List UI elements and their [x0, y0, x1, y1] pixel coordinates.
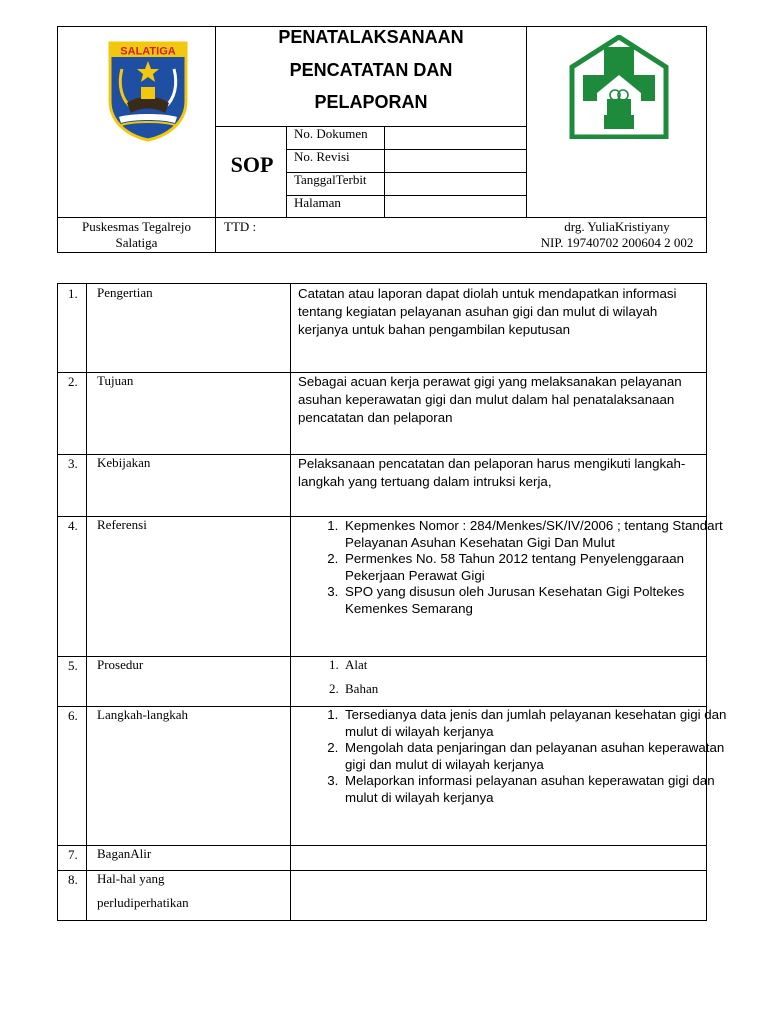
sop-title-line-1: PENATALAKSANAAN [278, 27, 464, 47]
row-number: 8. [68, 872, 78, 887]
row-number: 4. [68, 518, 78, 533]
list-item: 2. Permenkes No. 58 Tahun 2012 tentang Penyelenggaraan Pekerjaan Perawat Gigi [342, 551, 747, 584]
row-number: 7. [68, 847, 78, 862]
signer-nip: NIP. 19740702 200604 2 002 [540, 235, 694, 250]
row-label: Prosedur [97, 657, 144, 672]
langkah-list [298, 707, 747, 806]
ttd-label: TTD : [224, 219, 257, 234]
sop-content-table [57, 283, 727, 921]
row-label: BaganAlir [97, 846, 152, 861]
prosedur-list [298, 653, 747, 701]
row-text: Pelaksanaan pencatatan dan pelaporan harus mengikuti langkah-langkah yang tertuang dalam intruksi kerja, [298, 456, 686, 489]
meta-label-dokumen: No. Dokumen [294, 126, 368, 141]
row-number: 6. [68, 708, 78, 723]
meta-label-revisi: No. Revisi [294, 149, 350, 164]
row-label: Pengertian [97, 285, 153, 300]
meta-label-tanggal-terbit: TanggalTerbit [294, 172, 367, 187]
signer-block [527, 219, 707, 251]
list-item: 1. Alat [342, 653, 747, 677]
list-item: 1. Tersedianya data jenis dan jumlah pelayanan kesehatan gigi dan mulut di wilayah kerjanya [342, 707, 747, 740]
puskesmas-logo [569, 35, 669, 139]
list-item: 2. Bahan [342, 677, 747, 701]
emblem-city-text: SALATIGA [120, 45, 176, 58]
list-item: 3. SPO yang disusun oleh Jurusan Kesehatan Gigi Poltekes Kemenkes Semarang [342, 584, 747, 617]
row-label: Tujuan [97, 373, 134, 388]
sop-header [57, 26, 707, 253]
sop-label: SOP [230, 152, 274, 177]
row-label-line-1: Hal-hal yang [97, 871, 165, 886]
sop-title-line-2: PENCATATAN DAN [289, 60, 453, 80]
list-item: 2. Mengolah data penjaringan dan pelayanan asuhan keperawatan gigi dan mulut di wilayah kerjanya [342, 740, 747, 773]
list-item: 1. Kepmenkes Nomor : 284/Menkes/SK/IV/2006 ; tentang Standart Pelayanan Asuhan Kesehatan Gigi Dan Mulut [342, 518, 747, 551]
row-label: Kebijakan [97, 455, 151, 470]
row-number: 2. [68, 374, 78, 389]
institution-name [58, 219, 215, 251]
sop-title-line-3: PELAPORAN [314, 92, 428, 112]
meta-label-halaman: Halaman [294, 195, 341, 210]
salatiga-city-emblem [107, 39, 189, 142]
referensi-list [298, 518, 747, 617]
row-label [97, 867, 189, 915]
row-number: 5. [68, 658, 78, 673]
row-text: Catatan atau laporan dapat diolah untuk mendapatkan informasi tentang kegiatan pelayanan asuhan gigi dan mulut di wilayah kerjanya untuk bahan pengambilan keputusan [298, 286, 677, 337]
row-label: Referensi [97, 517, 147, 532]
institution-line-1: Puskesmas Tegalrejo [82, 219, 191, 234]
row-text: Sebagai acuan kerja perawat gigi yang melaksanakan pelayanan asuhan keperawatan gigi dan mulut dalam hal penatalaksanaan pencatatan dan pelaporan [298, 374, 682, 425]
row-number: 1. [68, 286, 78, 301]
list-item: 3. Melaporkan informasi pelayanan asuhan keperawatan gigi dan mulut di wilayah kerjanya [342, 773, 747, 806]
row-number: 3. [68, 456, 78, 471]
row-label: Langkah-langkah [97, 707, 188, 722]
institution-line-2: Salatiga [115, 235, 158, 250]
signer-name: drg. YuliaKristiyany [564, 219, 670, 234]
row-label-line-2: perludiperhatikan [97, 895, 189, 910]
